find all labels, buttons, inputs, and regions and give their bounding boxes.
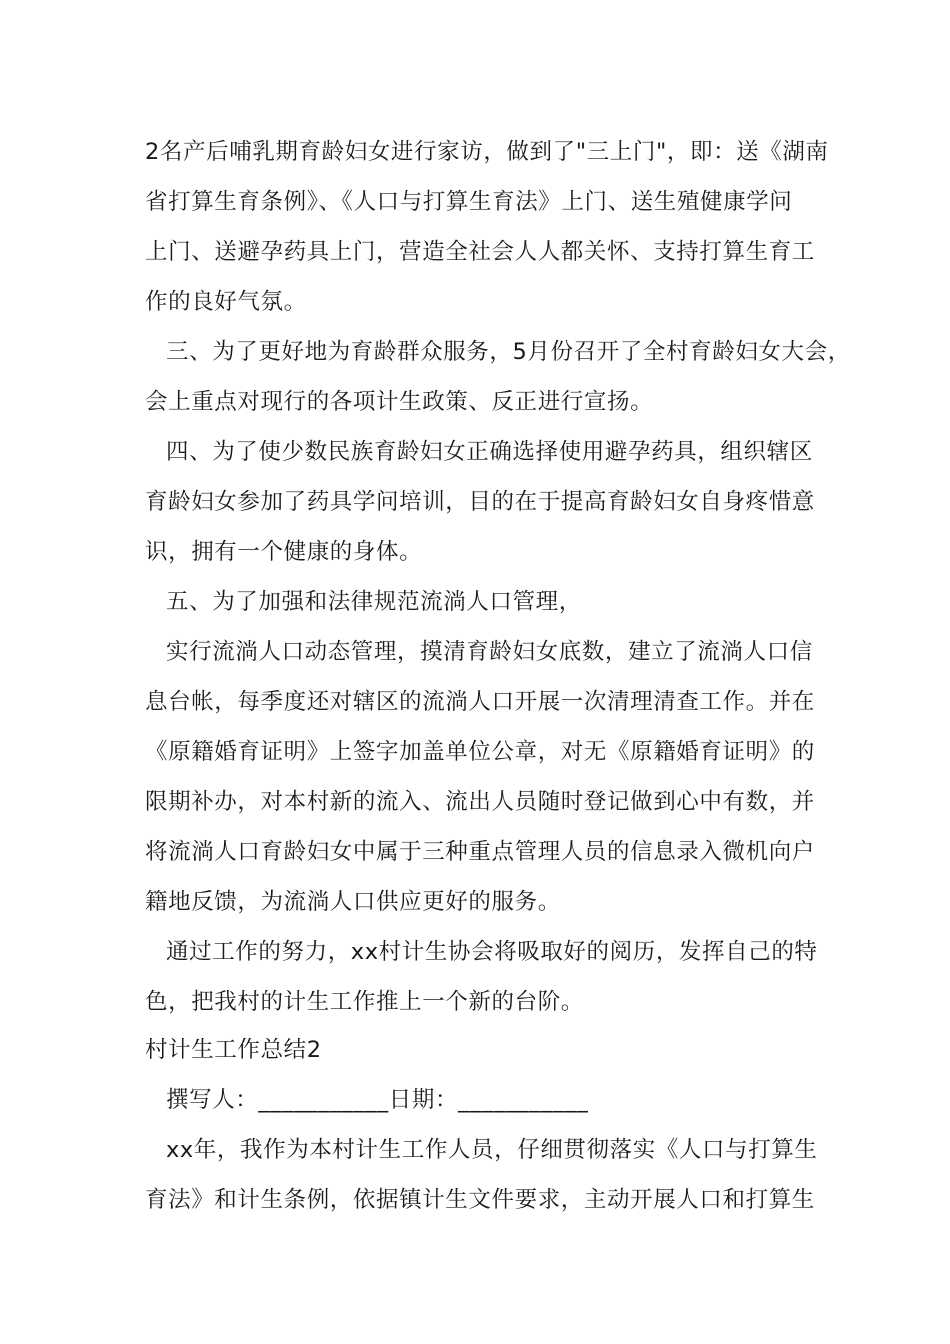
text-line: 籍地反馈，为流淌人口供应更好的服务。 [145,889,561,915]
text-line: 作的良好气氛。 [145,289,307,315]
text-line: 五、为了加强和法律规范流淌人口管理， [166,589,582,615]
text-line: 识，拥有一个健康的身体。 [145,539,423,565]
text-line: 省打算生育条例》、《人口与打算生育法》上门、送生殖健康学问 [145,189,793,215]
text-line: 四、为了使少数民族育龄妇女正确选择使用避孕药具，组织辖区 [166,439,813,465]
text-line: 色，把我村的计生工作推上一个新的台阶。 [145,989,584,1015]
text-line: 三、为了更好地为育龄群众服务，5月份召开了全村育龄妇女大会， [166,339,851,365]
text-line: 育龄妇女参加了药具学问培训，目的在于提高育龄妇女自身疼惜意 [145,489,815,515]
section-heading: 村计生工作总结2 [145,1037,322,1063]
text-line: 会上重点对现行的各项计生政策、反正进行宣扬。 [145,389,654,415]
text-line: 《原籍婚育证明》上签字加盖单位公章，对无《原籍婚育证明》的 [145,739,815,765]
author-date-line: 撰写人：___________日期：___________ [166,1087,589,1113]
text-line: 育法》和计生条例，依据镇计生文件要求，主动开展人口和打算生 [145,1187,815,1213]
text-line: 通过工作的努力，xx村计生协会将吸取好的阅历，发挥自己的特 [166,939,818,965]
text-line: xx年，我作为本村计生工作人员，仔细贯彻落实《人口与打算生 [166,1137,818,1163]
text-line: 将流淌人口育龄妇女中属于三种重点管理人员的信息录入微机向户 [145,839,815,865]
text-line: 实行流淌人口动态管理，摸清育龄妇女底数，建立了流淌人口信 [166,639,813,665]
text-line: 限期补办，对本村新的流入、流出人员随时登记做到心中有数，并 [145,789,815,815]
text-line: 息台帐，每季度还对辖区的流淌人口开展一次清理清查工作。并在 [145,689,815,715]
text-line: 上门、送避孕药具上门，营造全社会人人都关怀、支持打算生育工 [145,239,815,265]
text-line: 2名产后哺乳期育龄妇女进行家访，做到了"三上门"，即：送《湖南 [145,139,829,165]
